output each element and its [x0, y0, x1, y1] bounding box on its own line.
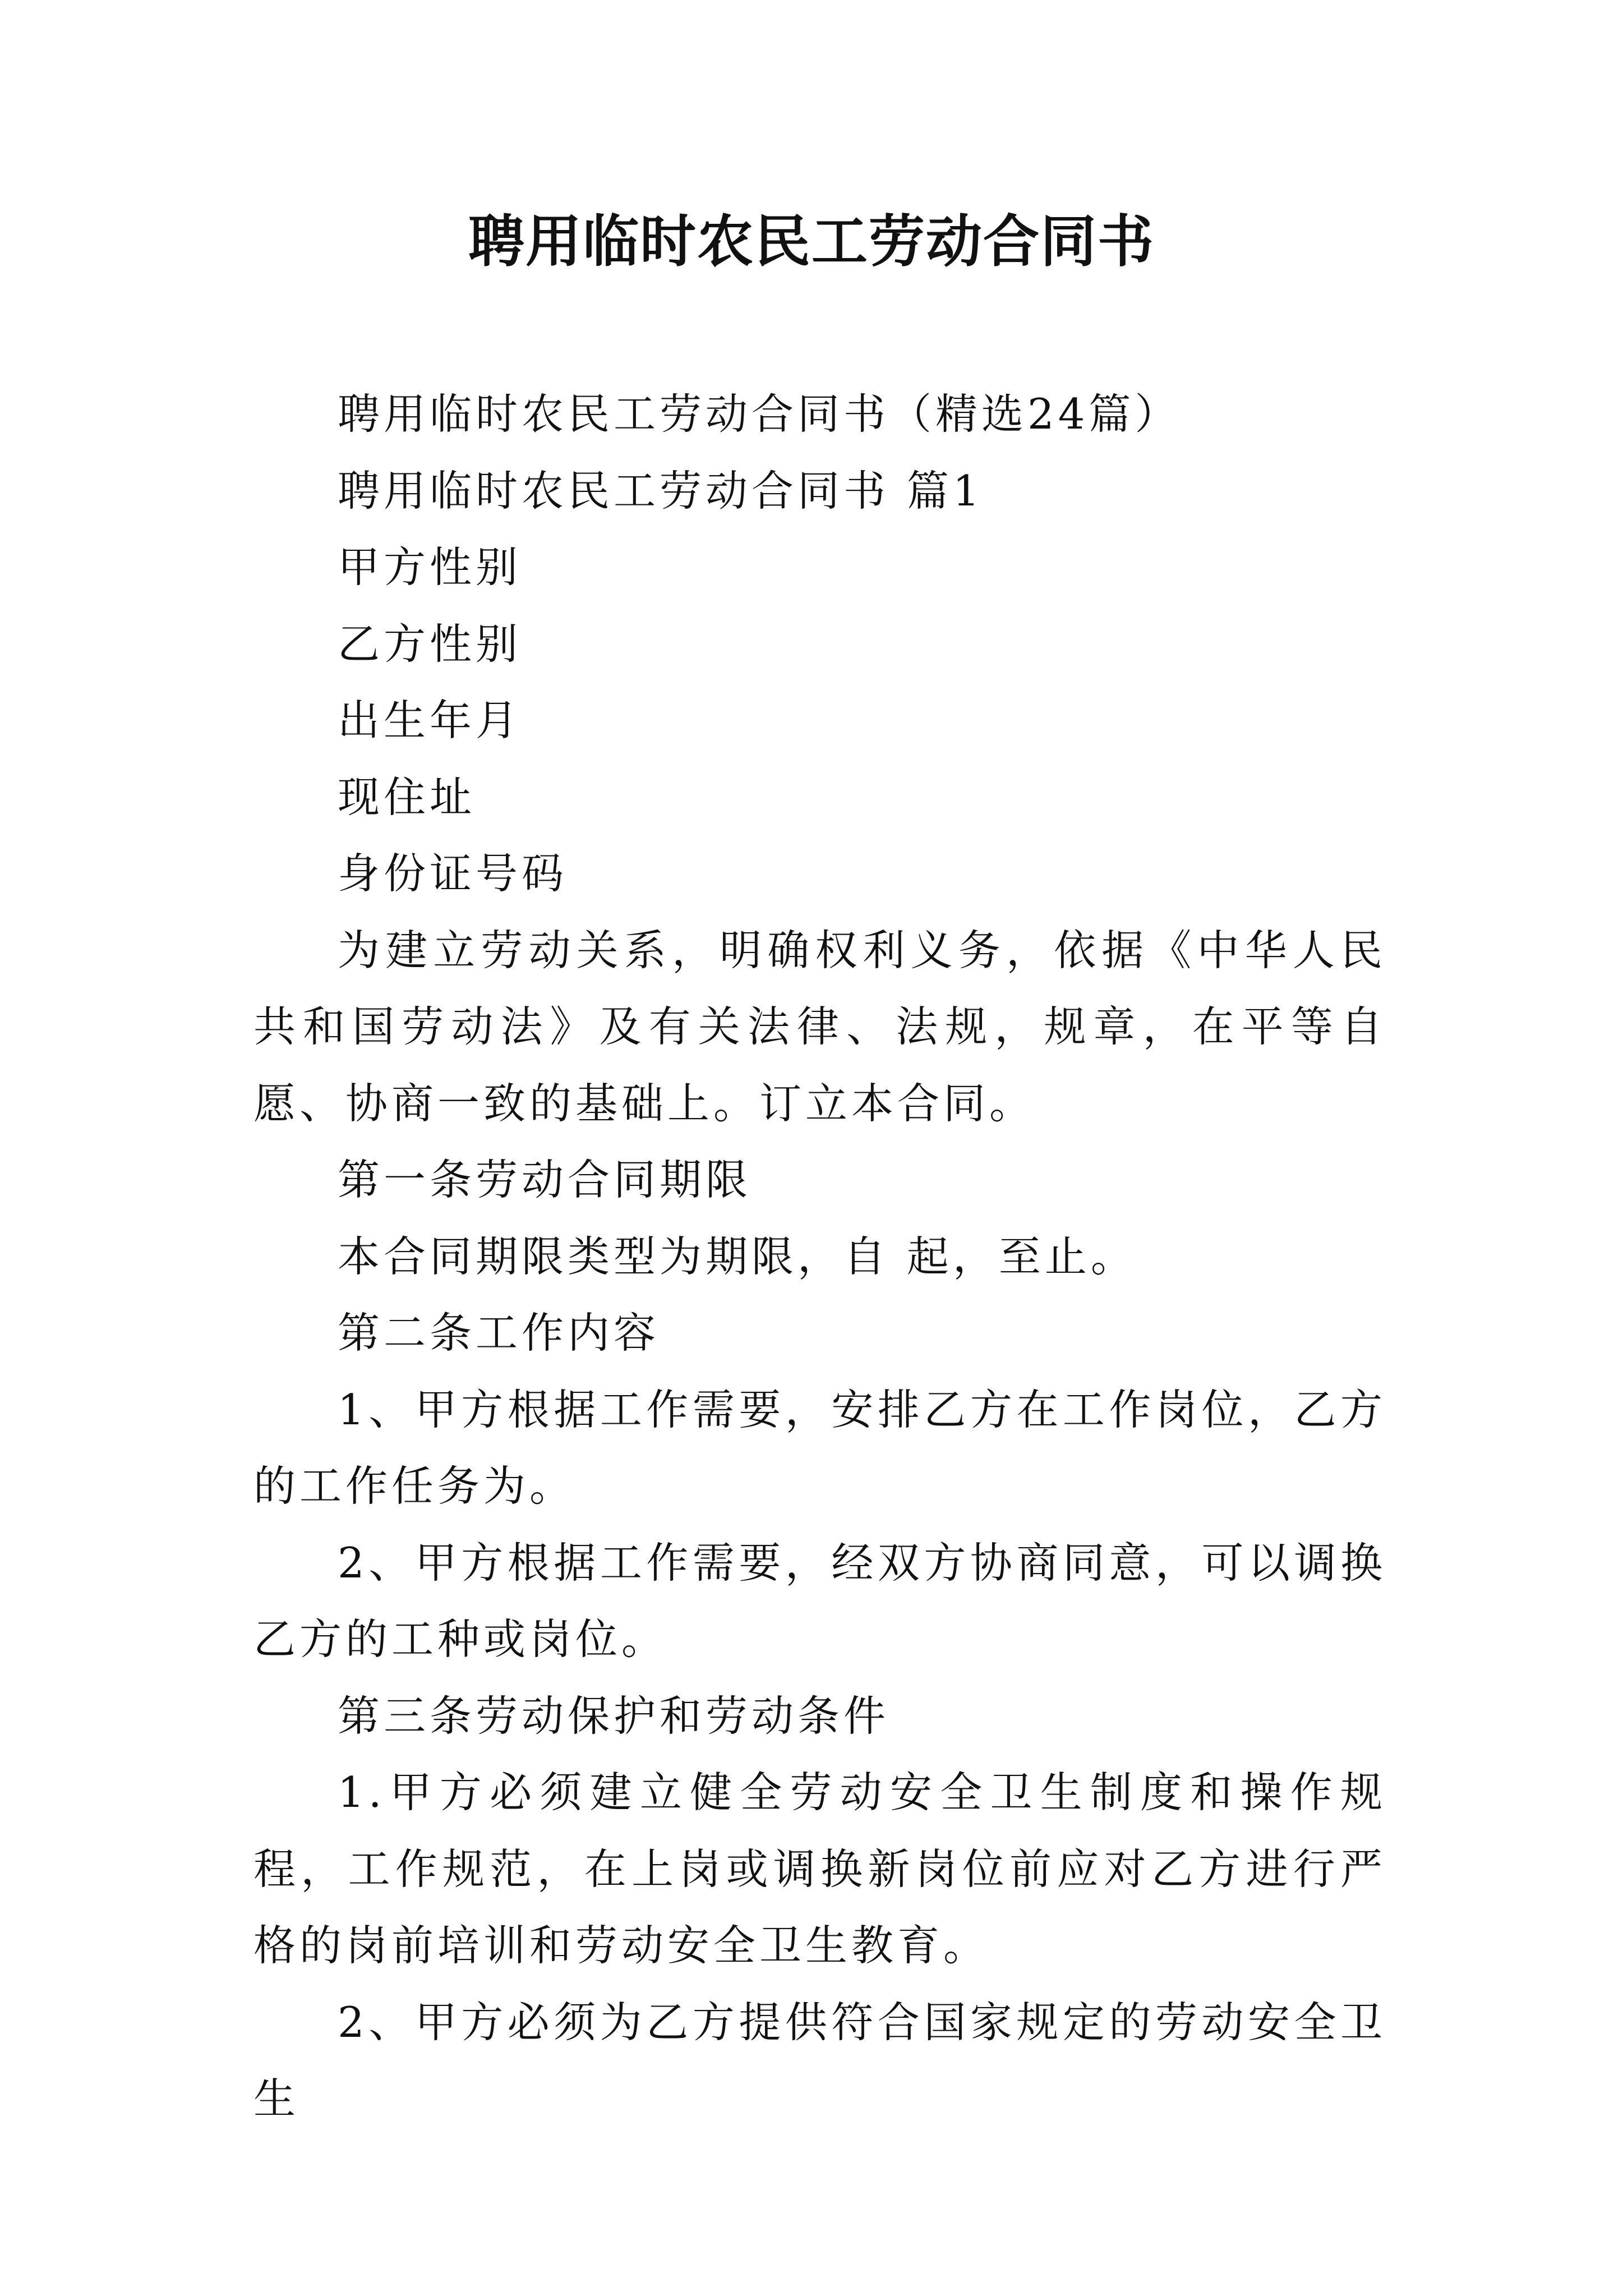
paragraph-subtitle: 聘用临时农民工劳动合同书（精选24篇） — [338, 389, 1181, 439]
paragraph-id-number: 身份证号码 — [338, 849, 568, 898]
paragraph-birth-date: 出生年月 — [338, 696, 522, 745]
paragraph-article-2-heading: 第二条工作内容 — [338, 1308, 660, 1358]
paragraph-article-2-item-1: 1、甲方根据工作需要，安排乙方在工作岗位，乙方的工作任务为。 — [253, 1384, 1386, 1511]
paragraph-article-3-item-2: 2、甲方必须为乙方提供符合国家规定的劳动安全卫生 — [253, 1997, 1386, 2123]
paragraph-party-b-gender: 乙方性别 — [338, 619, 522, 669]
paragraph-article-1-term: 本合同期限类型为期限，自 起，至止。 — [338, 1231, 1137, 1281]
paragraph-article-3-heading: 第三条劳动保护和劳动条件 — [338, 1691, 890, 1741]
paragraph-party-a-gender: 甲方性别 — [338, 542, 522, 592]
paragraph-section-heading: 聘用临时农民工劳动合同书 篇1 — [338, 466, 984, 516]
paragraph-article-3-item-1: 1.甲方必须建立健全劳动安全卫生制度和操作规程，工作规范，在上岗或调换新岗位前应对乙方进行严格的岗前培训和劳动安全卫生教育。 — [253, 1768, 1386, 1970]
paragraph-preamble: 为建立劳动关系，明确权利义务，依据《中华人民共和国劳动法》及有关法律、法规，规章，在平等自愿、协商一致的基础上。订立本合同。 — [253, 925, 1386, 1128]
document-title: 聘用临时农民工劳动合同书 — [468, 208, 1155, 274]
paragraph-article-1-heading: 第一条劳动合同期限 — [338, 1155, 752, 1204]
document-body — [253, 376, 1386, 2137]
paragraph-address: 现住址 — [338, 772, 476, 822]
paragraph-article-2-item-2: 2、甲方根据工作需要，经双方协商同意，可以调换乙方的工种或岗位。 — [253, 1538, 1386, 1664]
